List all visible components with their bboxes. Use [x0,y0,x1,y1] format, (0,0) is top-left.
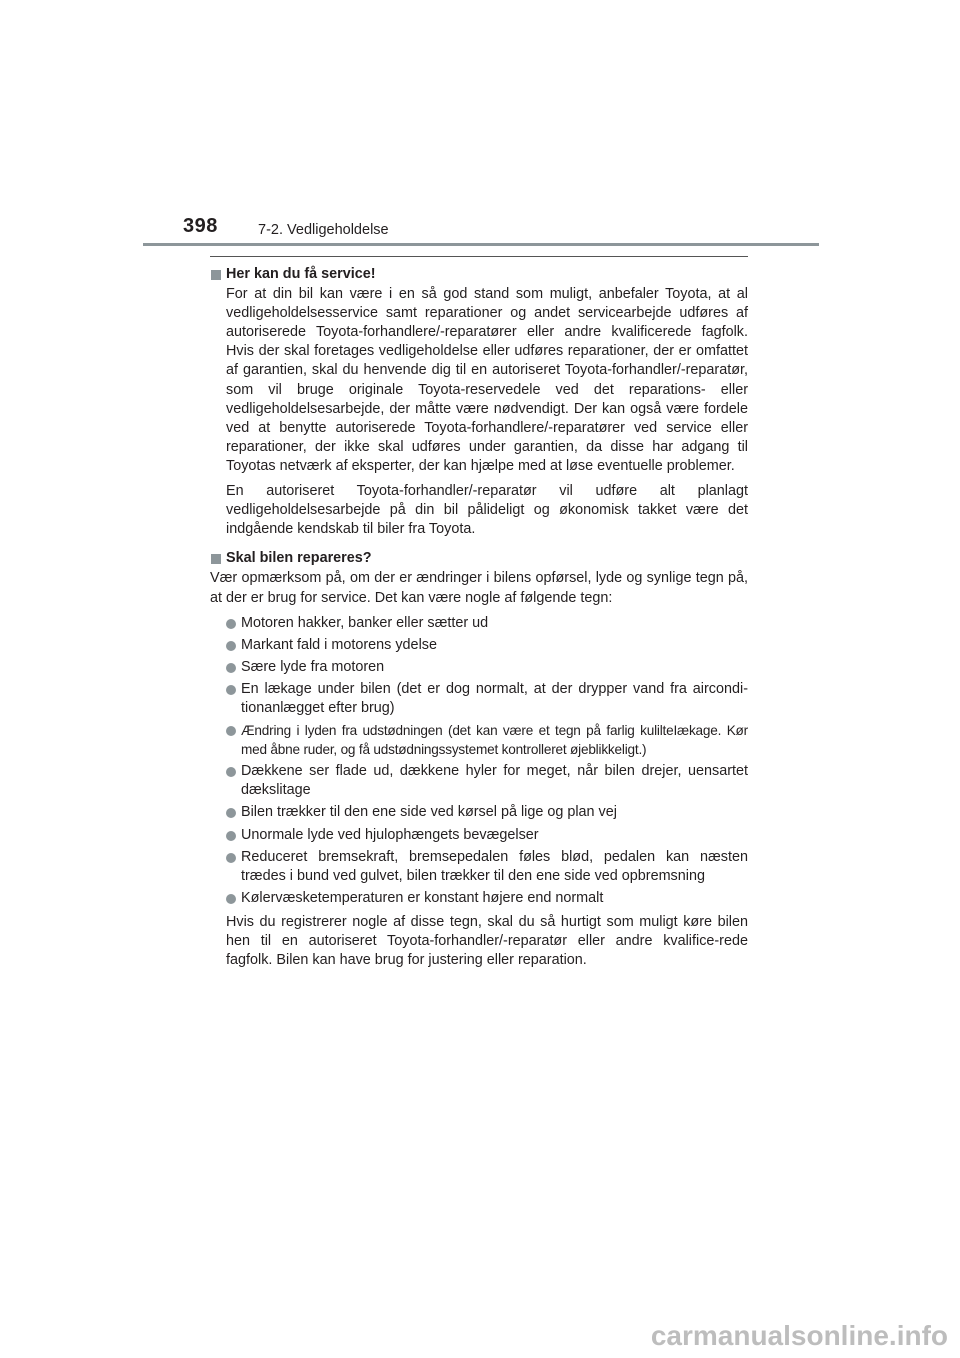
circle-bullet-icon [226,767,236,777]
list-item-text: En lækage under bilen (det er dog normalt, at der drypper vand fra aircondi-tionanlægget efter brug) [241,680,748,716]
list-item-text: Dækkene ser flade ud, dækkene hyler for meget, når bilen drejer, uensartet dækslitage [241,763,748,799]
circle-bullet-icon [226,894,236,904]
list-item [226,889,748,908]
list-item [226,636,748,655]
circle-bullet-icon [226,685,236,695]
circle-bullet-icon [226,619,236,629]
watermark-logo: carmanualsonline.info [650,1320,948,1351]
list-item-text: Markant fald i motorens ydelse [241,636,437,653]
section-title: 7-2. Vedligeholdelse [258,222,389,238]
warning-signs-list [210,614,748,908]
square-bullet-icon [211,554,221,564]
list-item-text: Ændring i lyden fra udstødningen (det kan være et tegn på farlig kulilteIækage. Kør med åbne ruder, og få udstødningssystemet kontrolleret øjeblikkeligt.) [241,723,748,758]
list-item [226,680,748,718]
circle-bullet-icon [226,853,236,863]
service-section [210,265,748,539]
repair-intro: Vær opmærksom på, om der er ændringer i bilens opførsel, lyde og synlige tegn på, at der er brug for service. Det kan være nogle af følgende tegn: [210,570,748,606]
repair-heading-text: Skal bilen repareres? [226,550,372,567]
list-item [226,848,748,886]
service-paragraph-2: En autoriseret Toyota-forhandler/-reparatør vil udføre alt planlagt vedligeholdelsesarbejde på din bil pålideligt og økonomisk takket være det indgående kendskab til biler fra Toyota. [226,483,748,538]
square-bullet-icon [211,270,221,280]
list-item [226,826,748,845]
list-item [226,721,748,759]
header-divider [143,243,819,246]
circle-bullet-icon [226,641,236,651]
service-paragraph-1: For at din bil kan være i en så god stand som muligt, anbefaler Toyota, at al vedligeholdelsesservice samt reparationer og andet servicearbejde udføres af autoriserede Toyota-forhandlere/-reparatører eller andre kvalificerede fagfolk. Hvis der skal foretages vedligeholdelse eller udføres reparationer, der er omfattet af garantien, skal du henvende dig til en autoriseret Toyota-forhandler/-reparatør, som vil bruge originale Toyota-reservedele ved det reparations- eller vedligeholdelsesarbejde, der måtte være nødvendigt. Der kan også være fordele ved at benytte autoriserede Toyota-forhandlere/-reparatører ved service eller reparationer, der ikke skal udføres under garantien, da disse har adgang til Toyotas netværk af eksperter, der kan hjælpe med at løse eventuelle problemer. [226,286,748,474]
list-item-text: Bilen trækker til den ene side ved kørsel på lige og plan vej [241,804,617,821]
list-item [226,614,748,633]
circle-bullet-icon [226,831,236,841]
list-item [226,803,748,822]
repair-section [210,549,748,970]
list-item [226,658,748,677]
repair-closing: Hvis du registrerer nogle af disse tegn, skal du så hurtigt som muligt køre bilen hen til en autoriseret Toyota-forhandler/-reparatør eller andre kvalifice-rede fagfolk. Bilen kan have brug for justering eller reparation. [226,913,748,969]
list-item-text: Sære lyde fra motoren [241,658,385,675]
list-item [226,762,748,800]
circle-bullet-icon [226,726,236,736]
circle-bullet-icon [226,663,236,673]
page-content [210,256,748,970]
list-item-text: Motoren hakker, banker eller sætter ud [241,614,489,631]
page-number: 398 [183,215,218,237]
circle-bullet-icon [226,808,236,818]
service-heading-text: Her kan du få service! [226,266,376,282]
service-heading [210,265,748,284]
list-item-text: Unormale lyde ved hjulophængets bevægelser [241,826,539,843]
list-item-text: Reduceret bremsekraft, bremsepedalen føles blød, pedalen kan næsten trædes i bund ved gulvet, bilen trækker til den ene side ved opbremsning [241,848,748,884]
repair-heading [210,549,748,568]
list-item-text: Kølervæsketemperaturen er konstant højere end normalt [241,889,604,906]
